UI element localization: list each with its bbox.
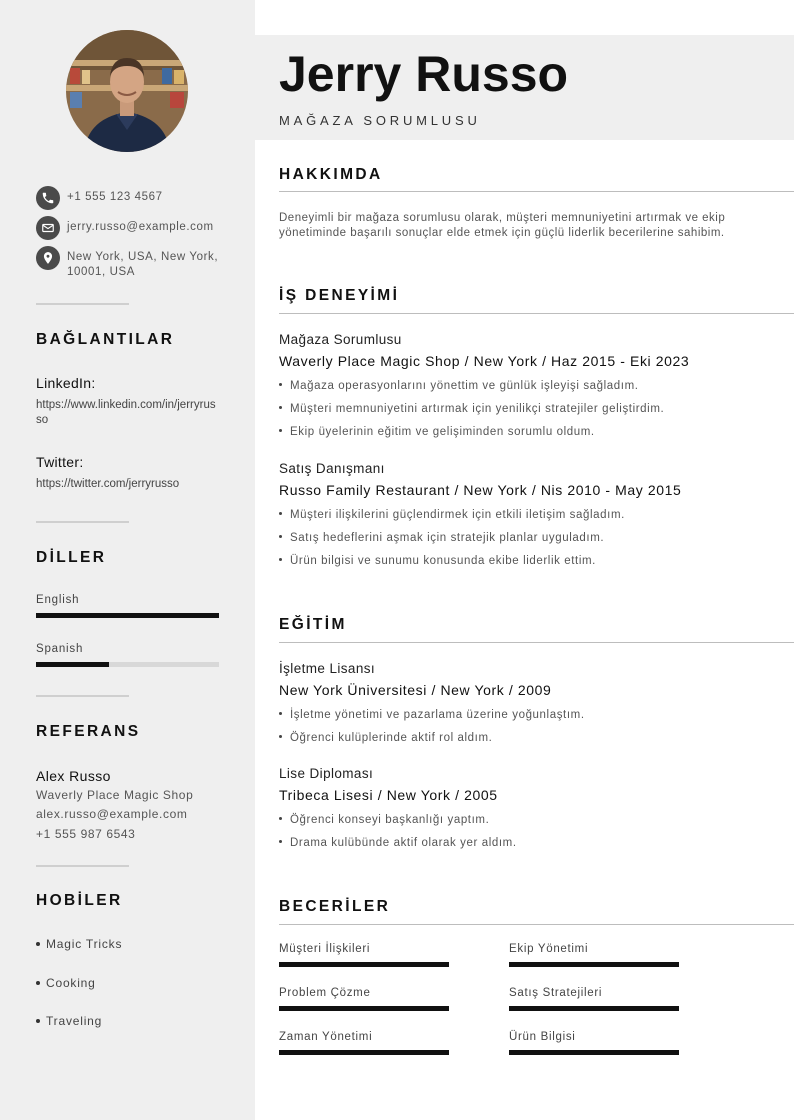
phone-text: +1 555 123 4567 xyxy=(67,191,163,203)
education-bullet: Drama kulübünde aktif olarak yer aldım. xyxy=(279,837,517,849)
address-text: New York, USA, New York, 10001, USA xyxy=(67,251,219,278)
skill-level-bar xyxy=(279,962,449,967)
section-rule xyxy=(279,313,794,314)
hobby-item: Magic Tricks xyxy=(36,937,122,951)
links-heading: BAĞLANTILAR xyxy=(36,331,175,348)
about-text: Deneyimli bir mağaza sorumlusu olarak, müşteri memnuniyetini artırmak ve ekip yönetiminde başarılı sonuçlar elde etmek için güçlü liderlik becerilerine sahibim. xyxy=(279,212,726,239)
skill-name: Satış Stratejileri xyxy=(509,987,603,999)
experience-bullet: Ekip üyelerinin eğitim ve gelişiminden sorumlu oldum. xyxy=(279,426,595,438)
education-degree: İşletme Lisansı xyxy=(279,661,376,676)
reference-email[interactable]: alex.russo@example.com xyxy=(36,807,188,821)
job-title: MAĞAZA SORUMLUSU xyxy=(279,113,481,128)
experience-bullet: Mağaza operasyonlarını yönettim ve günlük işleyişi sağladım. xyxy=(279,380,639,392)
avatar xyxy=(66,30,188,152)
main-content xyxy=(255,0,794,1120)
location-pin-icon xyxy=(36,246,60,270)
linkedin-label: LinkedIn: xyxy=(36,375,96,391)
section-rule xyxy=(279,924,794,925)
experience-heading: İŞ DENEYİMİ xyxy=(279,287,400,304)
education-degree: Lise Diploması xyxy=(279,766,374,781)
experience-org: Waverly Place Magic Shop / New York / Haz 2015 - Eki 2023 xyxy=(279,353,690,369)
language-name: Spanish xyxy=(36,643,84,655)
linkedin-link[interactable]: https://www.linkedin.com/in/jerryrusso xyxy=(36,399,216,426)
twitter-link[interactable]: https://twitter.com/jerryrusso xyxy=(36,478,180,490)
section-rule xyxy=(279,191,794,192)
hobby-item: Cooking xyxy=(36,976,96,990)
education-heading: EĞİTİM xyxy=(279,616,347,633)
experience-role: Satış Danışmanı xyxy=(279,461,385,476)
skill-level-bar xyxy=(509,1006,679,1011)
skill-name: Ürün Bilgisi xyxy=(509,1031,576,1043)
skill-level-bar xyxy=(509,1050,679,1055)
reference-company: Waverly Place Magic Shop xyxy=(36,788,194,802)
education-org: New York Üniversitesi / New York / 2009 xyxy=(279,682,552,698)
skill-level-bar xyxy=(509,962,679,967)
hobby-item: Traveling xyxy=(36,1014,102,1028)
experience-role: Mağaza Sorumlusu xyxy=(279,332,402,347)
skill-name: Müşteri İlişkileri xyxy=(279,943,371,955)
email-text[interactable]: jerry.russo@example.com xyxy=(67,221,214,233)
sidebar xyxy=(0,0,255,1120)
about-heading: HAKKIMDA xyxy=(279,166,383,183)
language-level-bar xyxy=(36,662,219,667)
experience-bullet: Satış hedeflerini aşmak için stratejik planlar uyguladım. xyxy=(279,532,604,544)
reference-heading: REFERANS xyxy=(36,723,141,740)
experience-bullet: Müşteri memnuniyetini artırmak için yenilikçi stratejiler geliştirdim. xyxy=(279,403,664,415)
email-icon xyxy=(36,216,60,240)
education-org: Tribeca Lisesi / New York / 2005 xyxy=(279,787,498,803)
contact-email xyxy=(36,216,227,240)
sidebar-divider xyxy=(36,695,129,697)
hobbies-heading: HOBİLER xyxy=(36,892,123,909)
skill-name: Problem Çözme xyxy=(279,987,371,999)
skill-name: Zaman Yönetimi xyxy=(279,1031,373,1043)
twitter-label: Twitter: xyxy=(36,454,84,470)
languages-heading: DİLLER xyxy=(36,549,107,566)
skills-heading: BECERİLER xyxy=(279,898,391,915)
education-bullet: İşletme yönetimi ve pazarlama üzerine yoğunlaştım. xyxy=(279,709,585,721)
experience-bullet: Ürün bilgisi ve sunumu konusunda ekibe liderlik ettim. xyxy=(279,555,596,567)
education-bullet: Öğrenci konseyi başkanlığı yaptım. xyxy=(279,814,489,826)
reference-name: Alex Russo xyxy=(36,768,111,784)
experience-bullet: Müşteri ilişkilerini güçlendirmek için etkili iletişim sağladım. xyxy=(279,509,625,521)
contact-address xyxy=(36,246,227,280)
skill-level-bar xyxy=(279,1006,449,1011)
sidebar-divider xyxy=(36,521,129,523)
experience-org: Russo Family Restaurant / New York / Nis 2010 - May 2015 xyxy=(279,482,682,498)
language-level-bar xyxy=(36,613,219,618)
reference-phone: +1 555 987 6543 xyxy=(36,827,136,841)
skill-name: Ekip Yönetimi xyxy=(509,943,589,955)
contact-phone xyxy=(36,186,227,210)
sidebar-divider xyxy=(36,303,129,305)
education-bullet: Öğrenci kulüplerinde aktif rol aldım. xyxy=(279,732,492,744)
phone-icon xyxy=(36,186,60,210)
person-name: Jerry Russo xyxy=(279,46,569,102)
skill-level-bar xyxy=(279,1050,449,1055)
language-name: English xyxy=(36,594,80,606)
sidebar-divider xyxy=(36,865,129,867)
section-rule xyxy=(279,642,794,643)
